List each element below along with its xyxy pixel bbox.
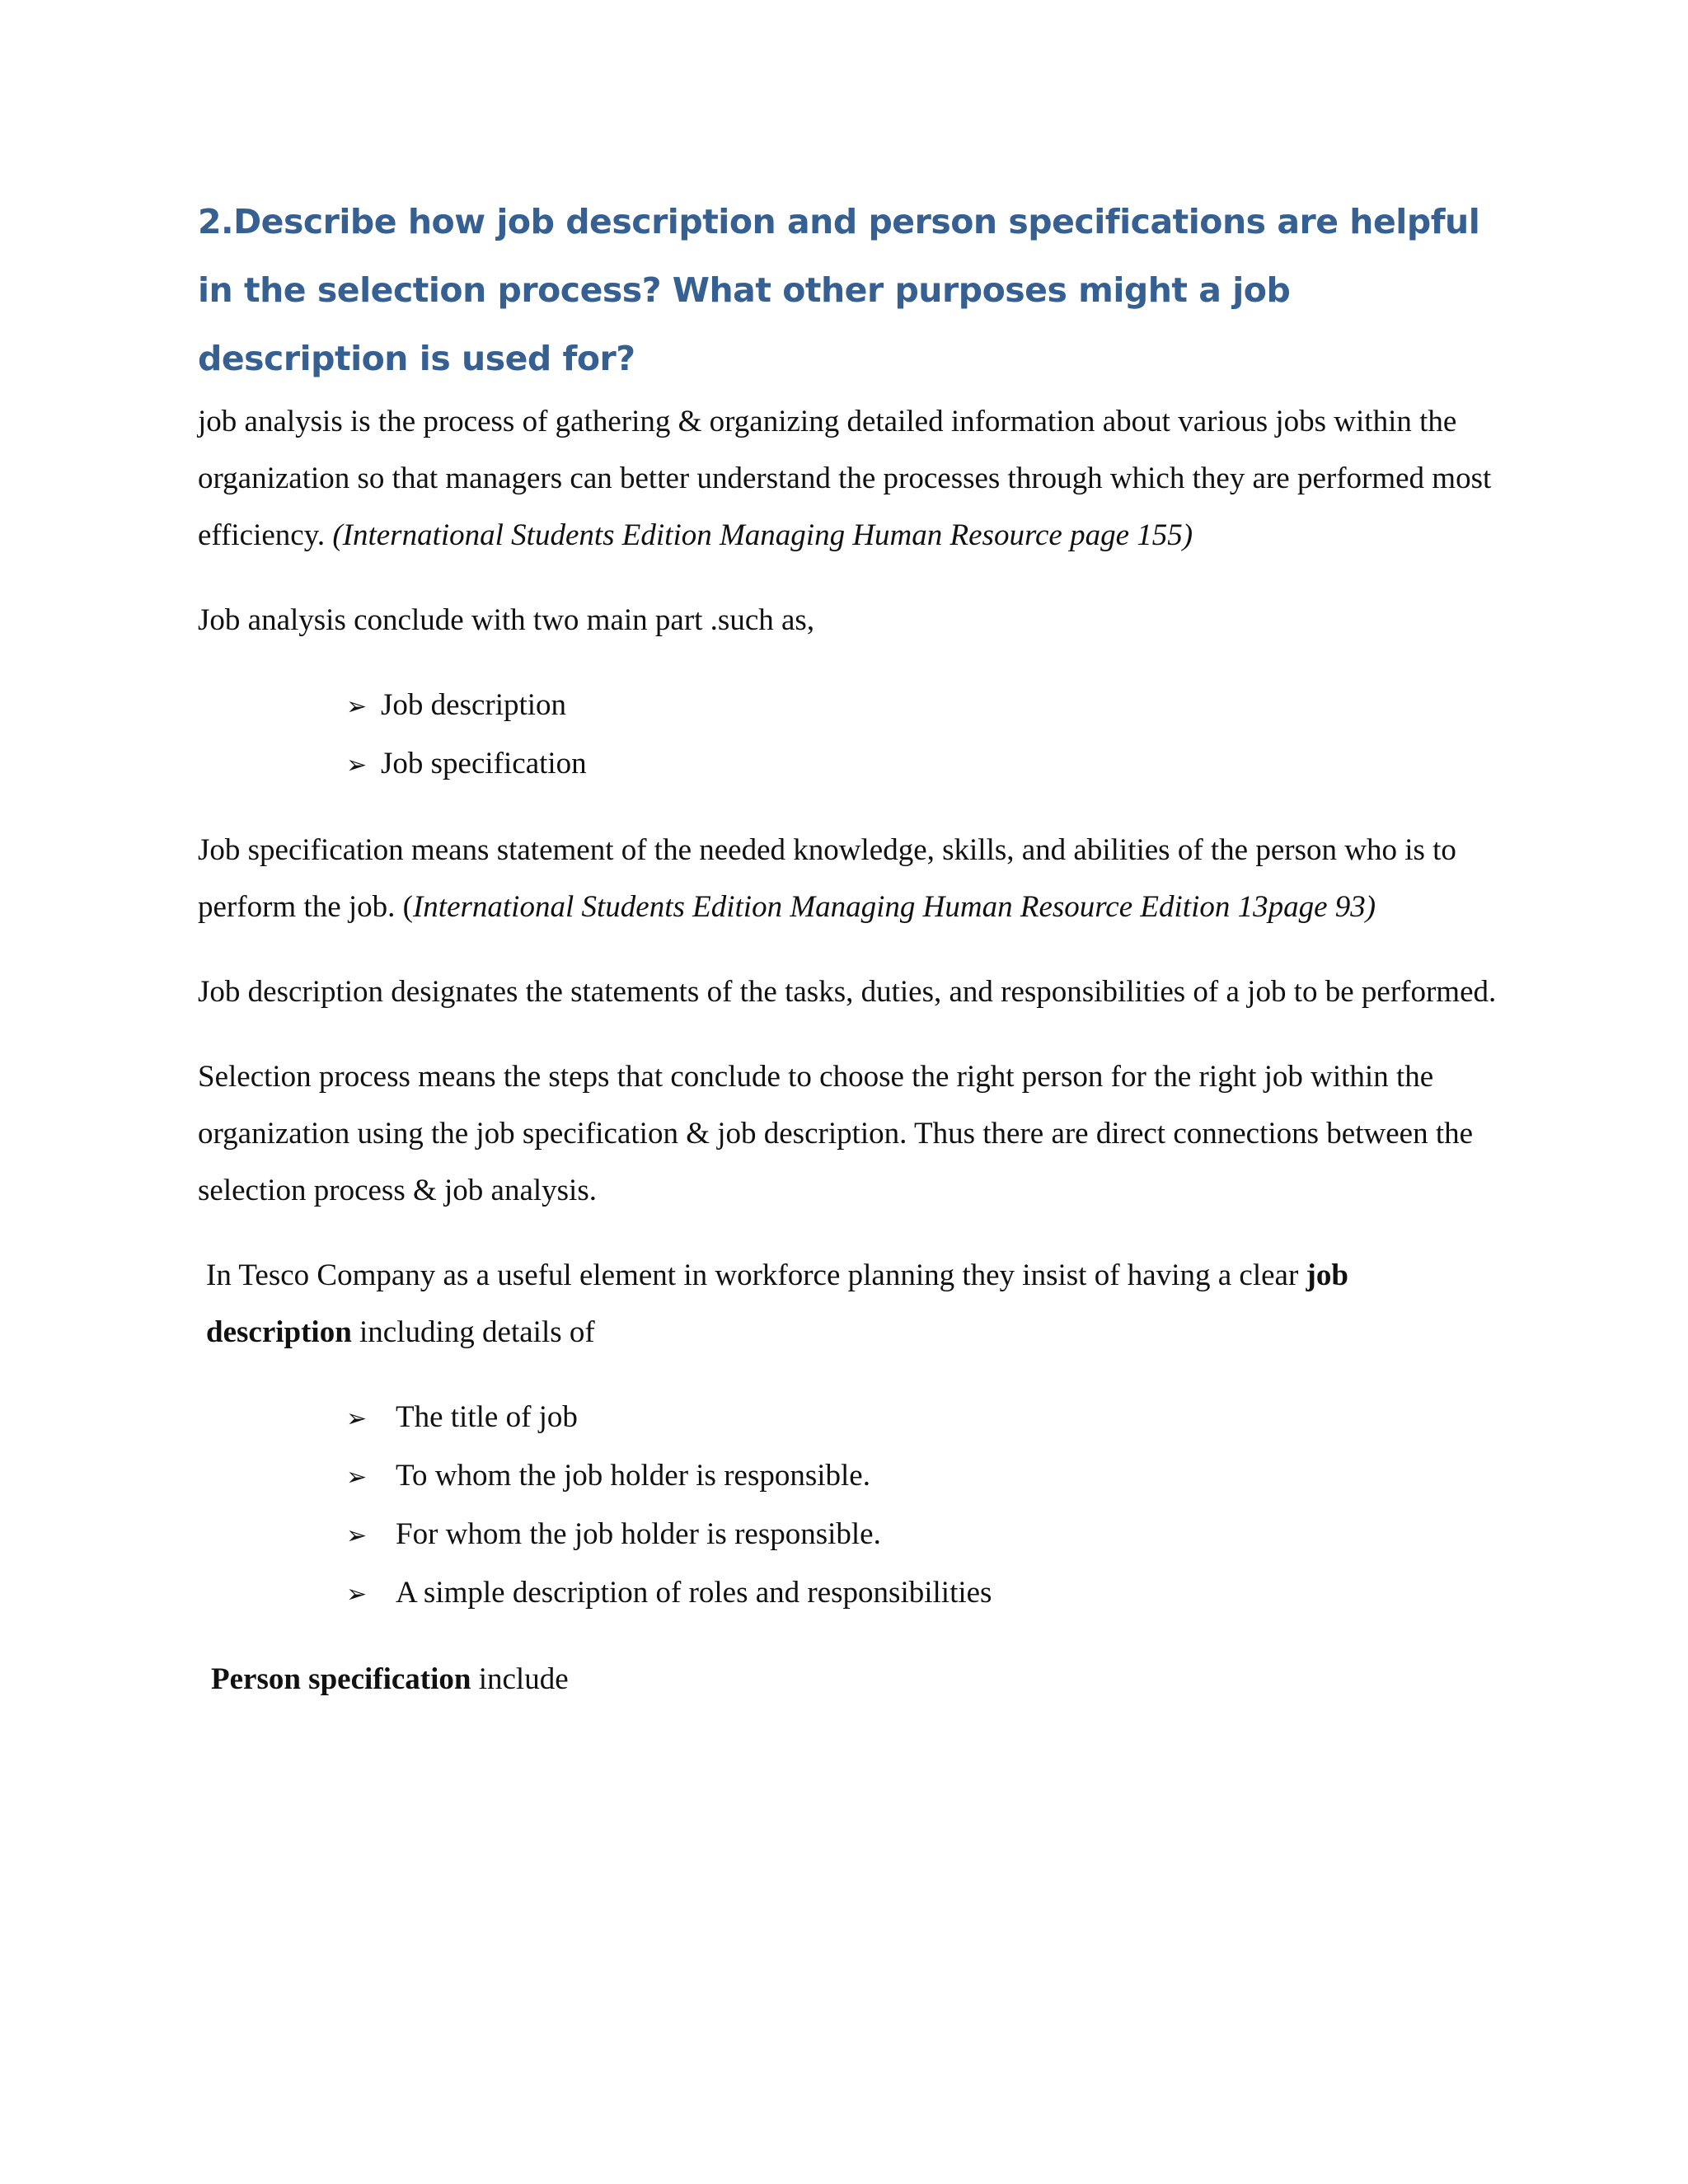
arrow-bullet-icon: ➢ xyxy=(346,1463,368,1492)
document-body xyxy=(198,188,1500,1708)
paragraph-text: job analysis is the process of gathering & organizing detailed information about various jobs within the organization so that managers can better understand the processes through which they are performed most efficiency. xyxy=(198,405,1492,552)
section-heading: 2.Describe how job description and person specifications are helpful in the selection process? What other purposes might a job description is used for? xyxy=(198,202,1480,378)
list-item: ➢ Job specification xyxy=(346,735,1500,794)
paragraph-two-parts: Job analysis conclude with two main part .such as, xyxy=(198,603,815,637)
citation: International Students Edition Managing Human Resource Edition 13page 93) xyxy=(412,890,1376,924)
arrow-bullet-icon: ➢ xyxy=(346,1521,368,1550)
paragraph-tesco xyxy=(198,1247,1500,1361)
arrow-bullet-icon: ➢ xyxy=(346,1580,368,1609)
paragraph-job-specification xyxy=(198,822,1500,935)
citation: (International Students Edition Managing Human Resource page 155) xyxy=(332,518,1193,552)
paragraph-job-description: Job description designates the statements of the tasks, duties, and responsibilities of a job to be performed. xyxy=(198,975,1497,1009)
bold-term: job description xyxy=(206,1258,1348,1349)
list-item: ➢ A simple description of roles and responsibilities xyxy=(346,1564,1500,1623)
paragraph-text: including details of xyxy=(351,1315,595,1349)
list-item: ➢ Job description xyxy=(346,677,1500,735)
list-item: ➢ For whom the job holder is responsible. xyxy=(346,1506,1500,1564)
arrow-bullet-icon: ➢ xyxy=(346,1404,368,1433)
arrow-bullet-icon: ➢ xyxy=(346,751,368,780)
list-item: ➢ To whom the job holder is responsible. xyxy=(346,1447,1500,1506)
bold-term: Person specification xyxy=(211,1662,471,1696)
paragraph-person-specification xyxy=(198,1651,1500,1708)
list-item: ➢ The title of job xyxy=(346,1389,1500,1447)
paragraph-text: include xyxy=(471,1662,569,1696)
bullet-list-details xyxy=(198,1389,1500,1623)
paragraph-selection-process: Selection process means the steps that conclude to choose the right person for the right job within the organization using the job specification & job description. Thus there are direct connections between the selection process & job analysis. xyxy=(198,1060,1474,1207)
paragraph-text: Job specification means statement of the needed knowledge, skills, and abilities of the person who is to perform the job. ( xyxy=(198,833,1456,924)
paragraph-job-analysis xyxy=(198,393,1500,564)
bullet-list-parts xyxy=(198,677,1500,794)
arrow-bullet-icon: ➢ xyxy=(346,692,368,721)
paragraph-text: In Tesco Company as a useful element in workforce planning they insist of having a clear xyxy=(206,1258,1306,1292)
